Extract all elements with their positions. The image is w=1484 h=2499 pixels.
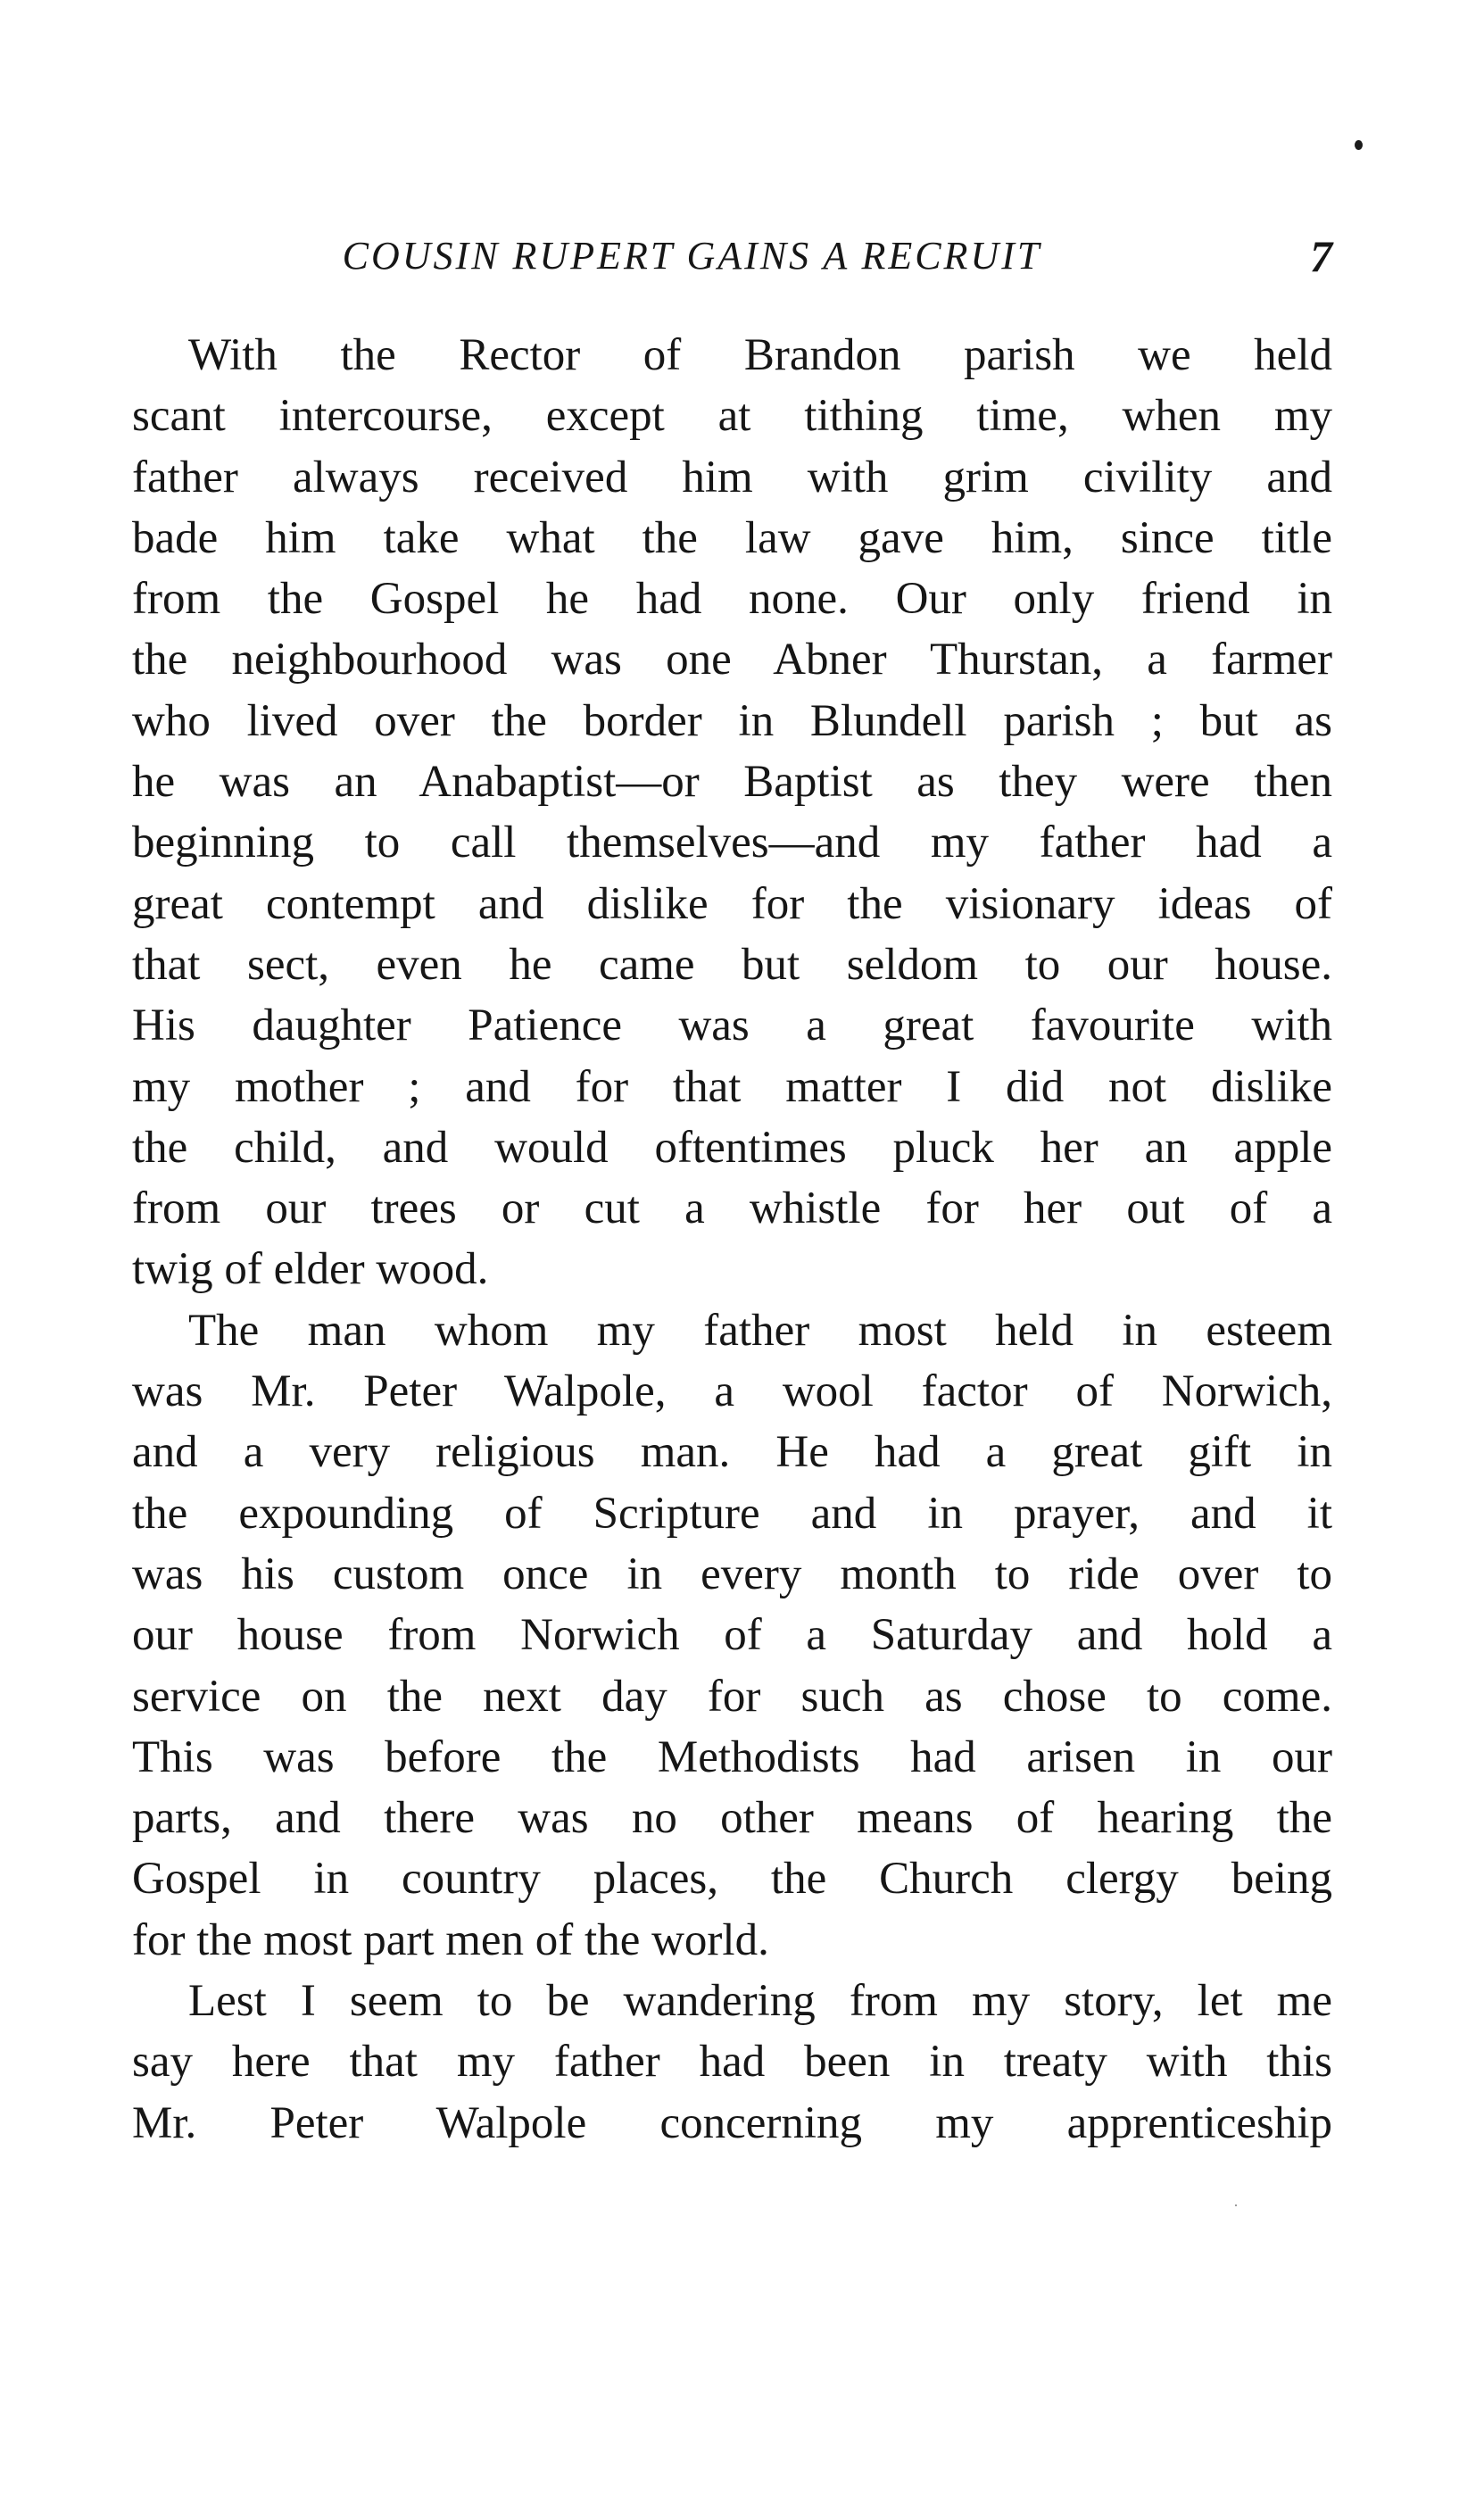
text-line: was his custom once in every month to ride over to xyxy=(132,1548,1332,1599)
text-line: parts, and there was no other means of hearing the xyxy=(132,1793,1332,1844)
text-line: Mr. Peter Walpole concerning my apprenticeship xyxy=(132,2097,1332,2148)
text-line: that sect, even he came but seldom to our house. xyxy=(132,939,1332,990)
text-line: Lest I seem to be wandering from my story, let me xyxy=(188,1976,1332,2027)
text-line: With the Rector of Brandon parish we held xyxy=(188,330,1332,380)
page-number: 7 xyxy=(1310,231,1332,281)
text-line: and a very religious man. He had a great gift in xyxy=(132,1427,1332,1478)
text-line: for the most part men of the world. xyxy=(132,1914,769,1965)
page-header xyxy=(132,227,1332,289)
text-line: my mother ; and for that matter I did not dislike xyxy=(132,1061,1332,1112)
text-line: the neighbourhood was one Abner Thurstan, a farmer xyxy=(132,635,1332,685)
text-line: twig of elder wood. xyxy=(132,1244,489,1295)
text-line: father always received him with grim civility and xyxy=(132,452,1332,502)
text-line: from our trees or cut a whistle for her out of a xyxy=(132,1183,1332,1234)
text-line: he was an Anabaptist—or Baptist as they were then xyxy=(132,757,1332,808)
text-line: the expounding of Scripture and in prayer, and it xyxy=(132,1488,1332,1539)
text-line: This was before the Methodists had arisen in our xyxy=(132,1731,1332,1782)
text-line: who lived over the border in Blundell parish ; but as xyxy=(132,695,1332,746)
text-line: from the Gospel he had none. Our only friend in xyxy=(132,574,1332,625)
running-head: COUSIN RUPERT GAINS A RECRUIT xyxy=(342,234,1042,278)
text-line: service on the next day for such as chose to come. xyxy=(132,1671,1332,1722)
body-text xyxy=(132,325,1332,2154)
text-line: The man whom my father most held in esteem xyxy=(188,1305,1332,1356)
text-line: bade him take what the law gave him, since title xyxy=(132,512,1332,563)
text-line: Gospel in country places, the Church clergy being xyxy=(132,1854,1332,1905)
text-line: say here that my father had been in treaty with this xyxy=(132,2037,1332,2088)
ink-speck xyxy=(1355,140,1363,150)
text-line: His daughter Patience was a great favourite with xyxy=(132,1000,1332,1051)
text-line: our house from Norwich of a Saturday and hold a xyxy=(132,1610,1332,1661)
text-line: beginning to call themselves—and my father had a xyxy=(132,818,1332,868)
text-line: great contempt and dislike for the visionary ideas of xyxy=(132,878,1332,929)
text-line: was Mr. Peter Walpole, a wool factor of Norwich, xyxy=(132,1366,1332,1417)
text-line: scant intercourse, except at tithing time, when my xyxy=(132,391,1332,442)
scan-mark xyxy=(1235,2204,1237,2206)
text-line: the child, and would oftentimes pluck her an apple xyxy=(132,1122,1332,1173)
